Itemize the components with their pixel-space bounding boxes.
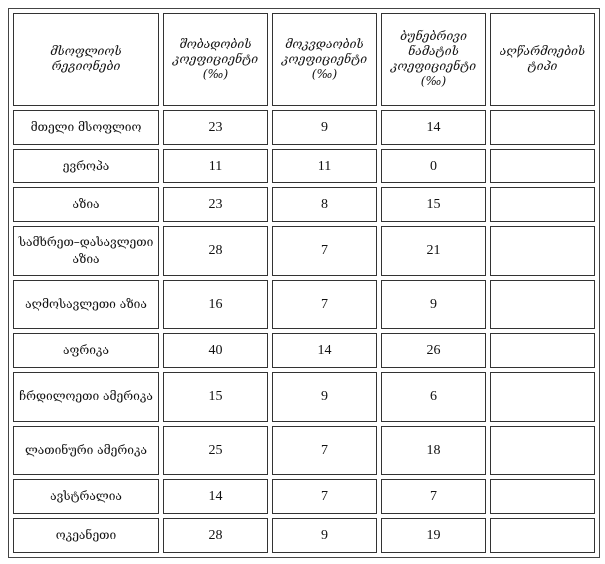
reproduction-type-cell (490, 187, 595, 222)
reproduction-type-cell (490, 110, 595, 145)
table-row (13, 372, 595, 422)
death-rate-cell: 7 (272, 426, 377, 476)
reproduction-type-cell (490, 426, 595, 476)
table-row (13, 333, 595, 368)
death-rate-cell: 9 (272, 110, 377, 145)
header-death-rate: მოკვდაობის კოეფიციენტი (‰) (272, 13, 377, 106)
birth-rate-cell: 40 (163, 333, 268, 368)
reproduction-type-cell (490, 518, 595, 553)
table-row (13, 110, 595, 145)
birth-rate-cell: 15 (163, 372, 268, 422)
death-rate-cell: 7 (272, 280, 377, 330)
table-row (13, 518, 595, 553)
table-row (13, 479, 595, 514)
region-cell: ევროპა (13, 149, 159, 184)
birth-rate-cell: 23 (163, 110, 268, 145)
region-cell: ავსტრალია (13, 479, 159, 514)
table-row (13, 187, 595, 222)
header-reproduction-type: აღწარმოების ტიპი (490, 13, 595, 106)
natural-increase-cell: 19 (381, 518, 486, 553)
birth-rate-cell: 11 (163, 149, 268, 184)
death-rate-cell: 7 (272, 479, 377, 514)
natural-increase-cell: 0 (381, 149, 486, 184)
reproduction-type-cell (490, 372, 595, 422)
death-rate-cell: 9 (272, 518, 377, 553)
reproduction-type-cell (490, 149, 595, 184)
birth-rate-cell: 14 (163, 479, 268, 514)
natural-increase-cell: 26 (381, 333, 486, 368)
header-region: მსოფლიოს რეგიონები (13, 13, 159, 106)
region-cell: აღმოსავლეთი აზია (13, 280, 159, 330)
region-cell: ლათინური ამერიკა (13, 426, 159, 476)
natural-increase-cell: 21 (381, 226, 486, 276)
birth-rate-cell: 25 (163, 426, 268, 476)
reproduction-type-cell (490, 280, 595, 330)
natural-increase-cell: 14 (381, 110, 486, 145)
birth-rate-cell: 16 (163, 280, 268, 330)
death-rate-cell: 9 (272, 372, 377, 422)
table-row (13, 149, 595, 184)
birth-rate-cell: 23 (163, 187, 268, 222)
natural-increase-cell: 7 (381, 479, 486, 514)
table-row (13, 226, 595, 276)
death-rate-cell: 7 (272, 226, 377, 276)
header-row (13, 13, 595, 106)
birth-rate-cell: 28 (163, 226, 268, 276)
table-row (13, 426, 595, 476)
region-cell: აზია (13, 187, 159, 222)
region-cell: ჩრდილოეთი ამერიკა (13, 372, 159, 422)
region-cell: მთელი მსოფლიო (13, 110, 159, 145)
table-row (13, 280, 595, 330)
death-rate-cell: 8 (272, 187, 377, 222)
header-birth-rate: შობადობის კოეფიციენტი (‰) (163, 13, 268, 106)
death-rate-cell: 14 (272, 333, 377, 368)
birth-rate-cell: 28 (163, 518, 268, 553)
population-table-frame (8, 8, 600, 558)
region-cell: აფრიკა (13, 333, 159, 368)
reproduction-type-cell (490, 479, 595, 514)
natural-increase-cell: 9 (381, 280, 486, 330)
header-natural-increase: ბუნებრივი ნამატის კოეფიციენტი (‰) (381, 13, 486, 106)
region-cell: სამხრეთ–დასავლეთი აზია (13, 226, 159, 276)
natural-increase-cell: 18 (381, 426, 486, 476)
natural-increase-cell: 6 (381, 372, 486, 422)
population-table (9, 9, 599, 557)
reproduction-type-cell (490, 333, 595, 368)
reproduction-type-cell (490, 226, 595, 276)
region-cell: ოკეანეთი (13, 518, 159, 553)
death-rate-cell: 11 (272, 149, 377, 184)
natural-increase-cell: 15 (381, 187, 486, 222)
